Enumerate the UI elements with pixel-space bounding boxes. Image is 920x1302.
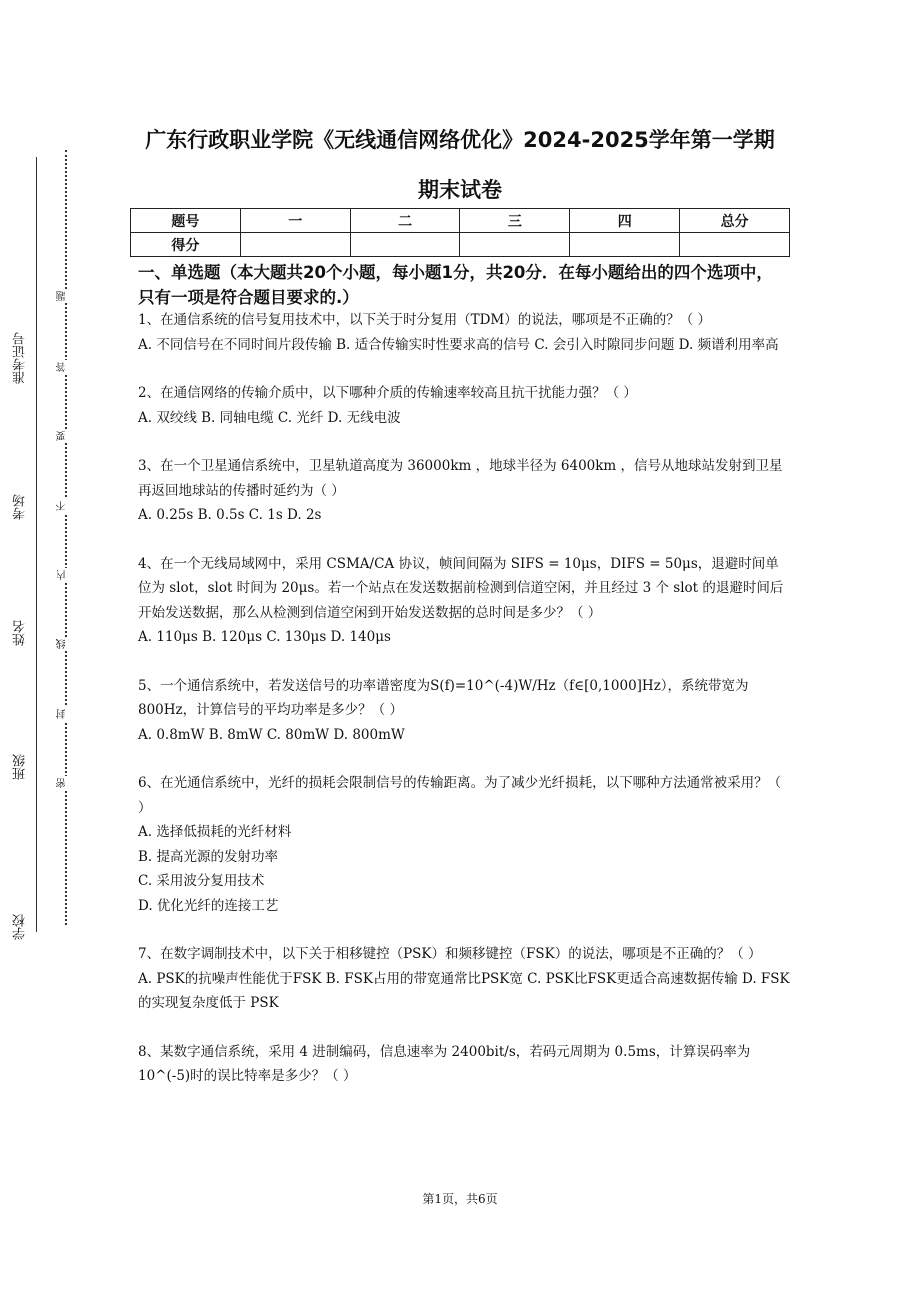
seal-char: 不 — [57, 501, 68, 511]
binding-field-school: 学校 — [13, 914, 28, 940]
question-option: A. 选择低损耗的光纤材料 — [138, 824, 292, 840]
binding-field-exam-room: 考场 — [13, 494, 28, 520]
seal-char: 线 — [57, 639, 68, 649]
score-header-cell: 题号 — [131, 209, 241, 233]
question-options: A. 0.8mW B. 8mW C. 80mW D. 800mW — [138, 726, 405, 743]
question-7 — [138, 942, 790, 1016]
question-8 — [138, 1040, 790, 1089]
question-list — [138, 308, 790, 1113]
score-cell — [350, 233, 460, 257]
exam-title: 广东行政职业学院《无线通信网络优化》2024-2025学年第一学期 — [145, 128, 775, 152]
question-stem: 7、在数字调制技术中，以下关于相移键控（PSK）和频移键控（FSK）的说法，哪项是不正确的？（ ） — [138, 946, 762, 962]
binding-field-name: 姓名 — [13, 620, 28, 646]
score-cell — [460, 233, 570, 257]
score-cell — [680, 233, 790, 257]
seal-char: 要 — [57, 431, 68, 441]
score-row-label: 得分 — [131, 233, 241, 257]
question-stem: 6、在光通信系统中，光纤的损耗会限制信号的传输距离。为了减少光纤损耗，以下哪种方法通常被采用？（ ） — [138, 775, 782, 816]
score-cell — [570, 233, 680, 257]
score-table — [130, 208, 790, 257]
binding-line — [36, 157, 37, 932]
question-options: A. 双绞线 B. 同轴电缆 C. 光纤 D. 无线电波 — [138, 409, 401, 426]
score-table-row — [131, 233, 790, 257]
score-table-header-row — [131, 209, 790, 233]
question-options: A. 不同信号在不同时间片段传输 B. 适合传输实时性要求高的信号 C. 会引入时隙同步问题 D. 频谱利用率高 — [138, 336, 779, 353]
question-4 — [138, 552, 790, 650]
question-stem: 8、某数字通信系统，采用 4 进制编码，信息速率为 2400bit/s，若码元周期为 0.5ms，计算误码率为 10^(-5)时的误比特率是多少？（ ） — [138, 1043, 751, 1084]
question-options: A. 110μs B. 120μs C. 130μs D. 140μs — [138, 629, 391, 645]
seal-char: 内 — [57, 570, 68, 580]
section-heading: 一、单选题（本大题共20个小题，每小题1分，共20分．在每小题给出的四个选项中，只有一项是符合题目要求的.） — [138, 263, 773, 307]
question-1 — [138, 308, 790, 357]
question-stem: 1、在通信系统的信号复用技术中，以下关于时分复用（TDM）的说法，哪项是不正确的？（ ） — [138, 312, 712, 328]
question-stem: 4、在一个无线局域网中，采用 CSMA/CA 协议，帧间间隔为 SIFS = 10μs，DIFS = 50μs，退避时间单位为 slot，slot 时间为 20μs。若一个站点在发送数据前检测到信道空闲，并且经过 3 个 slot 的退避时间后开始发送数据，那么从检测到信道空闲到开始发送数据的总时间是多少？（ ） — [138, 555, 784, 621]
binding-field-exam-number: 准考证号 — [13, 332, 28, 384]
exam-subtitle: 期末试卷 — [418, 178, 502, 202]
question-stem: 3、在一个卫星通信系统中，卫星轨道高度为 36000km ，地球半径为 6400km ，信号从地球站发射到卫星再返回地球站的传播时延约为（ ） — [138, 458, 783, 499]
question-option: C. 采用波分复用技术 — [138, 873, 265, 889]
binding-field-class: 班级 — [13, 754, 28, 780]
question-option: D. 优化光纤的连接工艺 — [138, 897, 279, 914]
question-option: B. 提高光源的发射功率 — [138, 848, 279, 865]
question-3 — [138, 454, 790, 528]
score-header-cell: 二 — [350, 209, 460, 233]
seal-char: 题 — [57, 291, 68, 301]
score-header-cell: 三 — [460, 209, 570, 233]
score-header-cell: 总分 — [680, 209, 790, 233]
question-stem: 5、一个通信系统中，若发送信号的功率谱密度为S(f)=10^(-4)W/Hz（f∈[0,1000]Hz），系统带宽为 800Hz，计算信号的平均功率是多少？（ ） — [138, 677, 749, 718]
seal-char: 答 — [57, 362, 68, 372]
question-options: A. 0.25s B. 0.5s C. 1s D. 2s — [138, 507, 322, 523]
question-options: A. PSK的抗噪声性能优于FSK B. FSK占用的带宽通常比PSK宽 C. PSK比FSK更适合高速数据传输 D. FSK 的实现复杂度低于 PSK — [138, 970, 790, 1011]
question-5 — [138, 674, 790, 748]
seal-char: 封 — [57, 709, 68, 719]
score-header-cell: 四 — [570, 209, 680, 233]
question-2 — [138, 381, 790, 430]
seal-dotted-line — [65, 150, 67, 925]
question-6 — [138, 771, 790, 918]
score-cell — [240, 233, 350, 257]
seal-char: 密 — [57, 778, 68, 788]
score-header-cell: 一 — [240, 209, 350, 233]
question-stem: 2、在通信网络的传输介质中，以下哪种介质的传输速率较高且抗干扰能力强？（ ） — [138, 385, 637, 401]
page-number: 第1页，共6页 — [422, 1192, 498, 1206]
